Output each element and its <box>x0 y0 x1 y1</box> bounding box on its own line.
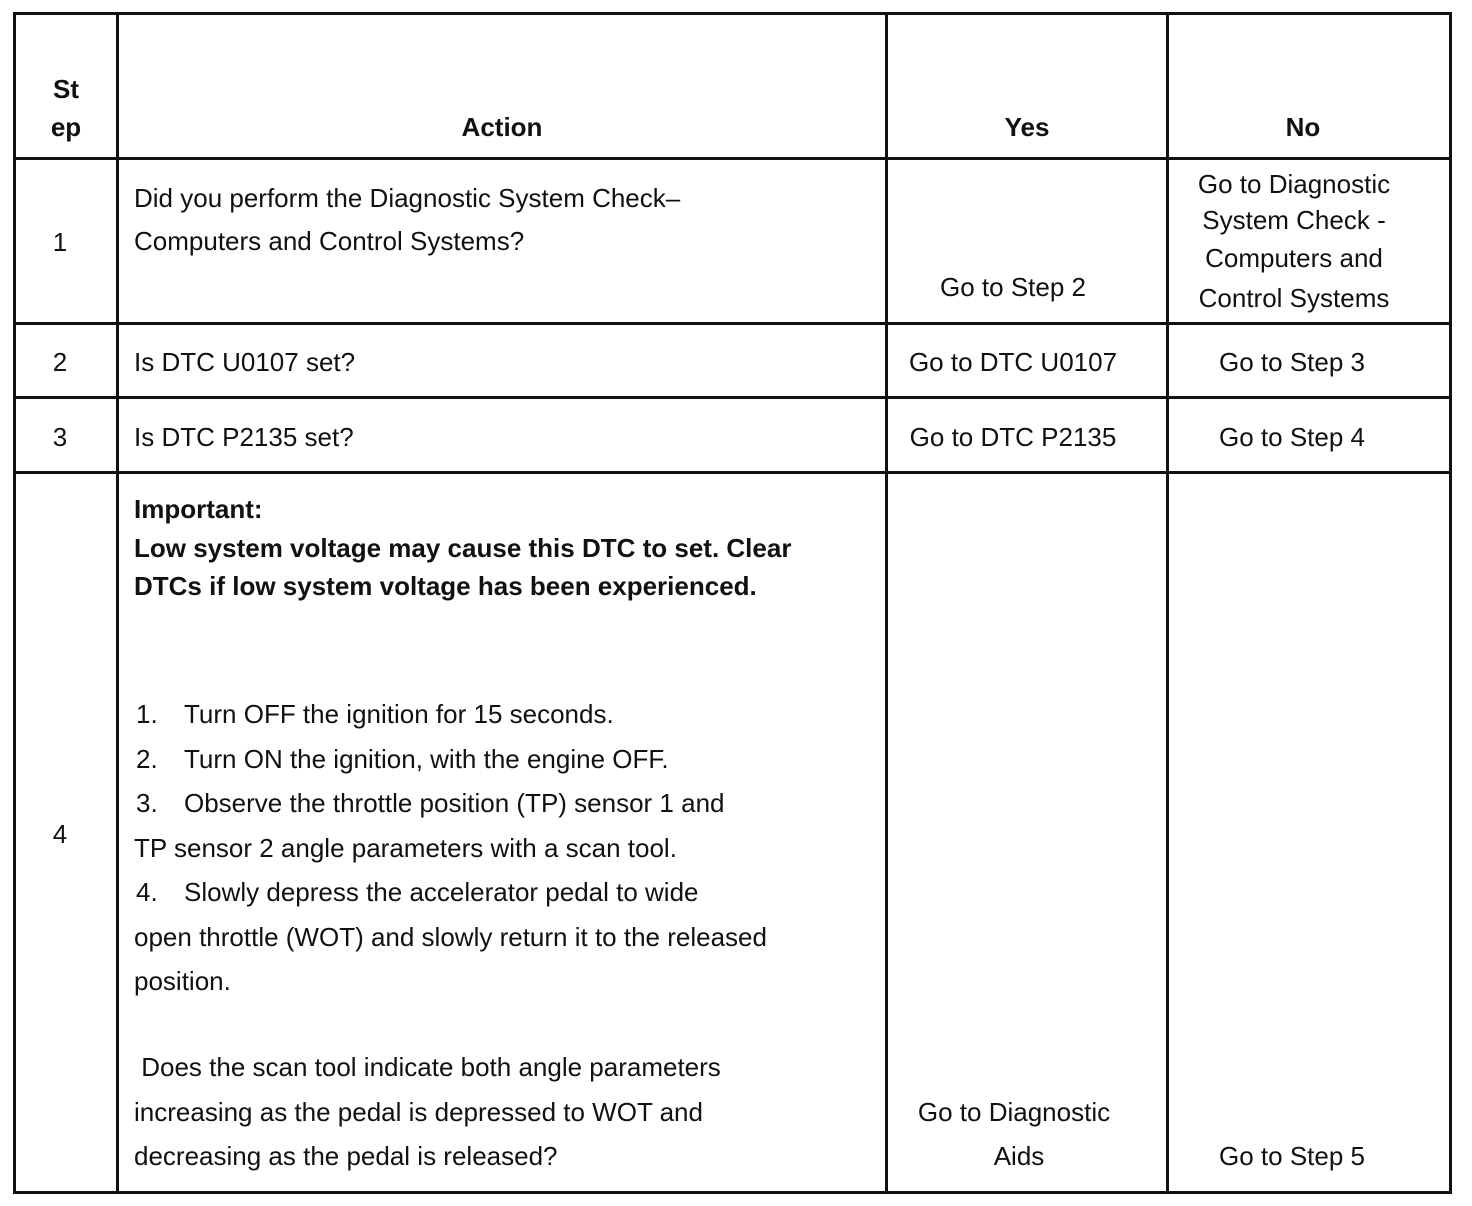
list-number: 4. <box>136 877 158 907</box>
question-text: increasing as the pedal is depressed to WOT and <box>134 1097 703 1127</box>
row-divider <box>13 471 1452 474</box>
list-text: Turn OFF the ignition for 15 seconds. <box>184 699 614 729</box>
yes-link-line[interactable]: Go to Diagnostic <box>917 1097 1111 1127</box>
yes-link-line[interactable]: Aids <box>993 1141 1045 1171</box>
column-divider <box>885 12 888 1194</box>
action-text: Is DTC P2135 set? <box>134 422 354 452</box>
action-text: Computers and Control Systems? <box>134 226 525 256</box>
step-number: 3 <box>52 422 68 452</box>
header-step-line2: ep <box>50 112 82 142</box>
important-note: DTCs if low system voltage has been experienced. <box>134 571 757 601</box>
important-note: Low system voltage may cause this DTC to set. Clear <box>134 533 792 563</box>
yes-link[interactable]: Go to DTC U0107 <box>908 347 1118 377</box>
step-number: 2 <box>52 347 68 377</box>
step-number: 4 <box>52 819 68 849</box>
list-number: 3. <box>136 788 158 818</box>
no-link-line[interactable]: System Check - <box>1202 205 1386 235</box>
list-text: Slowly depress the accelerator pedal to wide <box>184 877 699 907</box>
list-number: 1. <box>136 699 158 729</box>
list-number: 2. <box>136 744 158 774</box>
no-link-line[interactable]: Computers and <box>1205 243 1383 273</box>
row-divider <box>13 322 1452 325</box>
header-yes: Yes <box>1004 112 1050 142</box>
important-label: Important: <box>134 494 263 524</box>
header-no: No <box>1285 112 1321 142</box>
no-link-line[interactable]: Control Systems <box>1198 283 1390 313</box>
no-link[interactable]: Go to Step 4 <box>1219 422 1365 452</box>
yes-link[interactable]: Go to DTC P2135 <box>909 422 1117 452</box>
header-step-line1: St <box>53 74 79 104</box>
question-text: decreasing as the pedal is released? <box>134 1141 558 1171</box>
header-action: Action <box>461 112 543 142</box>
question-text: Does the scan tool indicate both angle parameters <box>134 1052 721 1082</box>
list-item-continuation: open throttle (WOT) and slowly return it to the released <box>134 922 767 952</box>
yes-link[interactable]: Go to Step 2 <box>940 272 1086 302</box>
column-divider <box>116 12 119 1194</box>
list-item <box>136 746 669 772</box>
list-item <box>136 879 699 905</box>
list-item-continuation: position. <box>134 966 231 996</box>
no-link[interactable]: Go to Step 3 <box>1219 347 1365 377</box>
no-link-line[interactable]: Go to Diagnostic <box>1197 169 1391 199</box>
list-text: Observe the throttle position (TP) sensor 1 and <box>184 788 725 818</box>
list-item <box>136 701 614 727</box>
no-link[interactable]: Go to Step 5 <box>1219 1141 1365 1171</box>
step-number: 1 <box>52 227 68 257</box>
row-divider <box>13 396 1452 399</box>
list-item <box>136 790 725 816</box>
row-divider <box>13 157 1452 160</box>
action-text: Did you perform the Diagnostic System Check– <box>134 183 681 213</box>
action-text: Is DTC U0107 set? <box>134 347 356 377</box>
list-item-continuation: TP sensor 2 angle parameters with a scan tool. <box>134 833 677 863</box>
list-text: Turn ON the ignition, with the engine OFF. <box>184 744 669 774</box>
